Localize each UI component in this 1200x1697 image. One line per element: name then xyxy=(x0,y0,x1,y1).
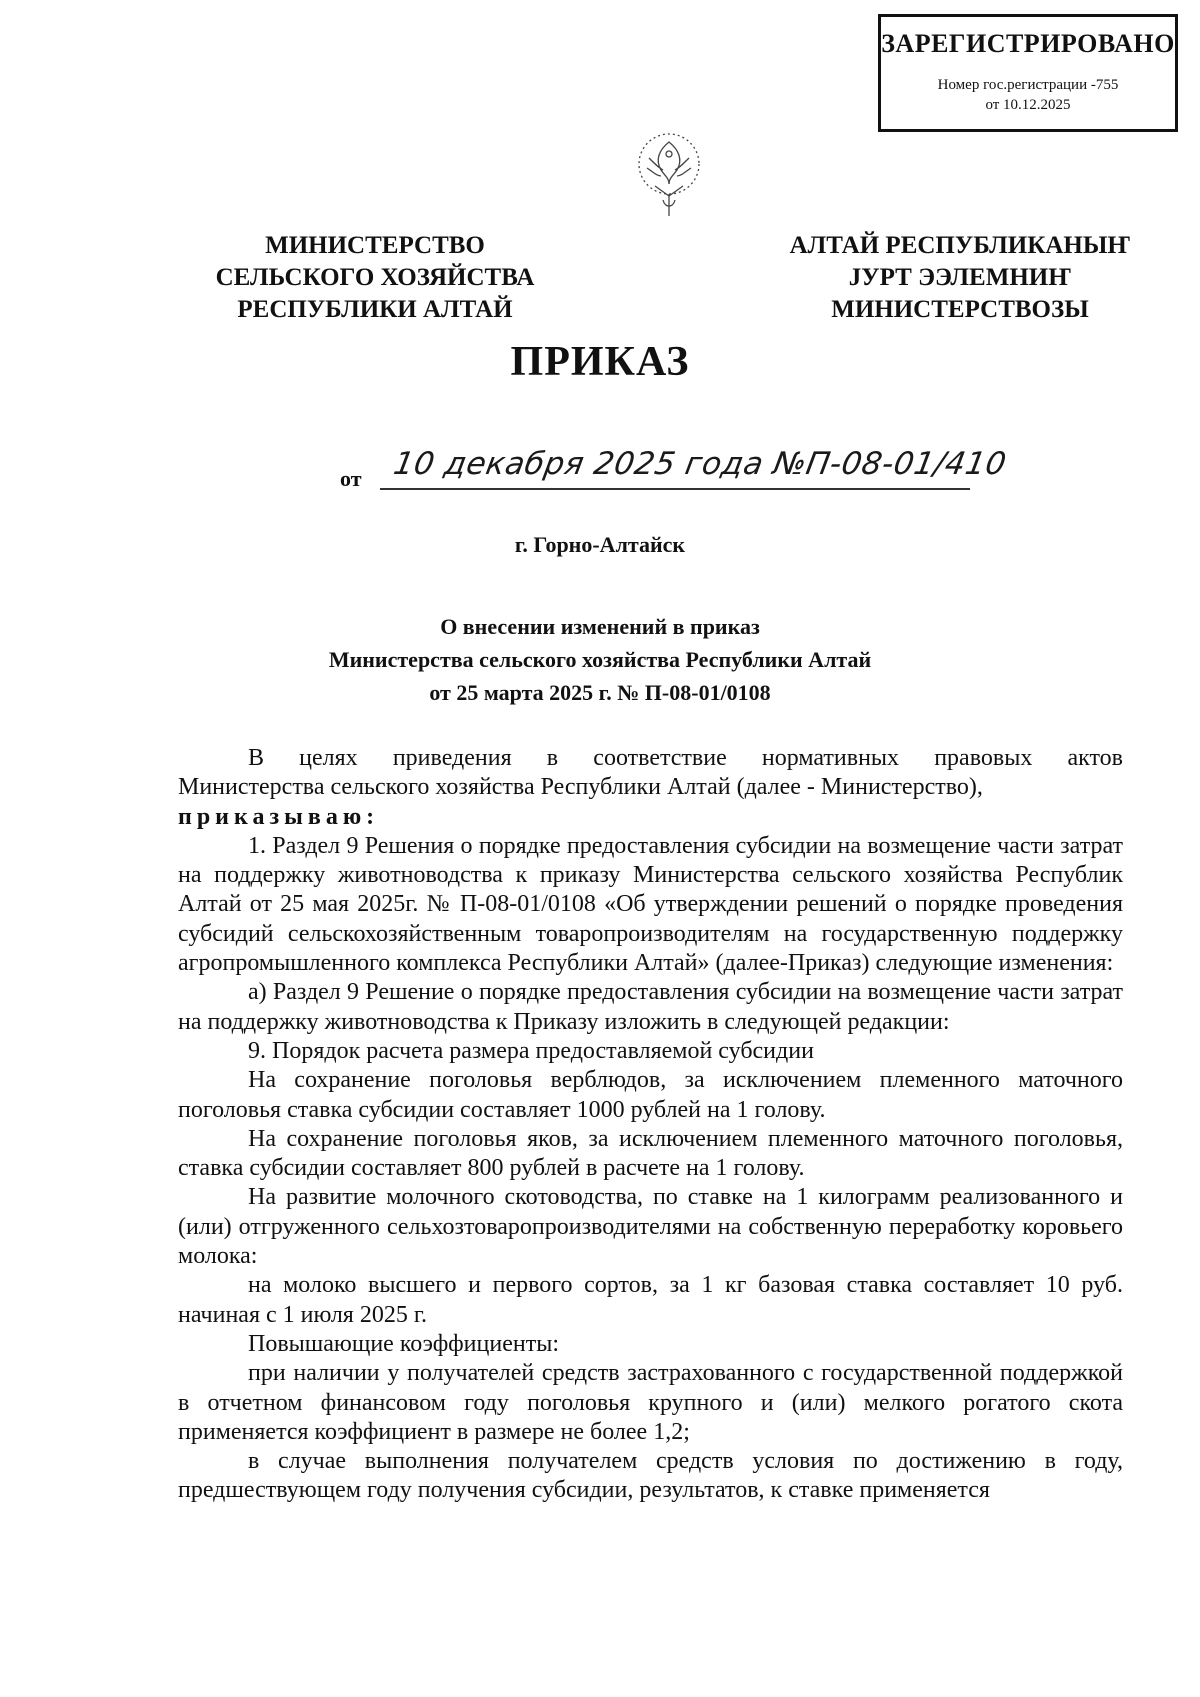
coat-of-arms-emblem xyxy=(625,124,713,220)
intro-line-1: В целях приведения в соответствие нормативных правовых актов xyxy=(248,745,1123,771)
ministry-name-russian: МИНИСТЕРСТВО СЕЛЬСКОГО ХОЗЯЙСТВА РЕСПУБЛИКИ АЛТАЙ xyxy=(215,232,535,323)
date-prefix: от xyxy=(340,466,362,491)
paragraph-6: На развитие молочного скотоводства, по ставке на 1 килограмм реализованного и (или) отгруженного сельхозтоваропроизводителями на собственную переработку коровьего молока: xyxy=(178,1184,1123,1270)
handwritten-date-number: 10 декабря 2025 года №П-08-01/410 xyxy=(390,446,1010,482)
order-date-line xyxy=(340,446,1010,492)
order-subject: О внесении изменений в приказ Министерства сельского хозяйства Республики Алтай от 25 марта 2025 г. № П-08-01/0108 xyxy=(328,614,872,705)
registration-stamp xyxy=(878,14,1178,132)
paragraph-8: Повышающие коэффициенты: xyxy=(248,1330,559,1357)
paragraph-7: на молоко высшего и первого сортов, за 1 кг базовая ставка составляет 10 руб. начиная с 1 июля 2025 г. xyxy=(178,1272,1123,1328)
stamp-title: ЗАРЕГИСТРИРОВАНО xyxy=(881,29,1175,58)
document-title: ПРИКАЗ xyxy=(510,339,690,385)
paragraph-3: 9. Порядок расчета размера предоставляемой субсидии xyxy=(248,1037,814,1064)
paragraph-5: На сохранение поголовья яков, за исключением племенного маточного поголовья, ставка субсидии составляет 800 рублей в расчете на 1 голову. xyxy=(178,1125,1123,1182)
paragraph-9: при наличии у получателей средств застрахованного с государственной поддержкой в отчетном финансовом году поголовья крупного и (или) мелкого рогатого скота применяется коэффициент в размере не более 1,2; xyxy=(178,1360,1123,1445)
intro-line-2: Министерства сельского хозяйства Республики Алтай (далее - Министерство), xyxy=(178,774,983,801)
prikazyvayu: приказываю: xyxy=(178,803,380,830)
paragraph-4: На сохранение поголовья верблюдов, за исключением племенного маточного поголовья ставка субсидии составляет 1000 рублей на 1 голову. xyxy=(178,1067,1123,1123)
paragraph-2: а) Раздел 9 Решение о порядке предоставления субсидии на возмещение части затрат на поддержку животноводства к Приказу изложить в следующей редакции: xyxy=(178,979,1123,1035)
date-underline xyxy=(380,488,970,490)
stamp-reg-number: Номер гос.регистрации -755 xyxy=(937,77,1119,93)
paragraph-1: 1. Раздел 9 Решения о порядке предоставления субсидии на возмещение части затрат на поддержку животноводства к приказу Министерства сельского хозяйства Республик Алтай от 25 мая 2025г. № П-08-01/0108 «Об утверждении решений о порядке проведения субсидий сельскохозяйственным товаропроизводителям на государственную поддержку агропромышленного комплекса Республики Алтай» (далее-Приказ) следующие изменения: xyxy=(178,832,1123,977)
stamp-reg-date: от 10.12.2025 xyxy=(985,97,1071,113)
city: г. Горно-Алтайск xyxy=(514,532,686,557)
ministry-name-altai: АЛТАЙ РЕСПУБЛИКАНЫҤ ЈУРТ ЭЭЛЕМНИҤ МИНИСТЕРСТВОЗЫ xyxy=(789,232,1131,323)
order-body xyxy=(178,744,1123,1506)
paragraph-10: в случае выполнения получателем средств условия по достижению в году, предшествующем году получения субсидии, результатов, к ставке применяется xyxy=(178,1448,1123,1504)
